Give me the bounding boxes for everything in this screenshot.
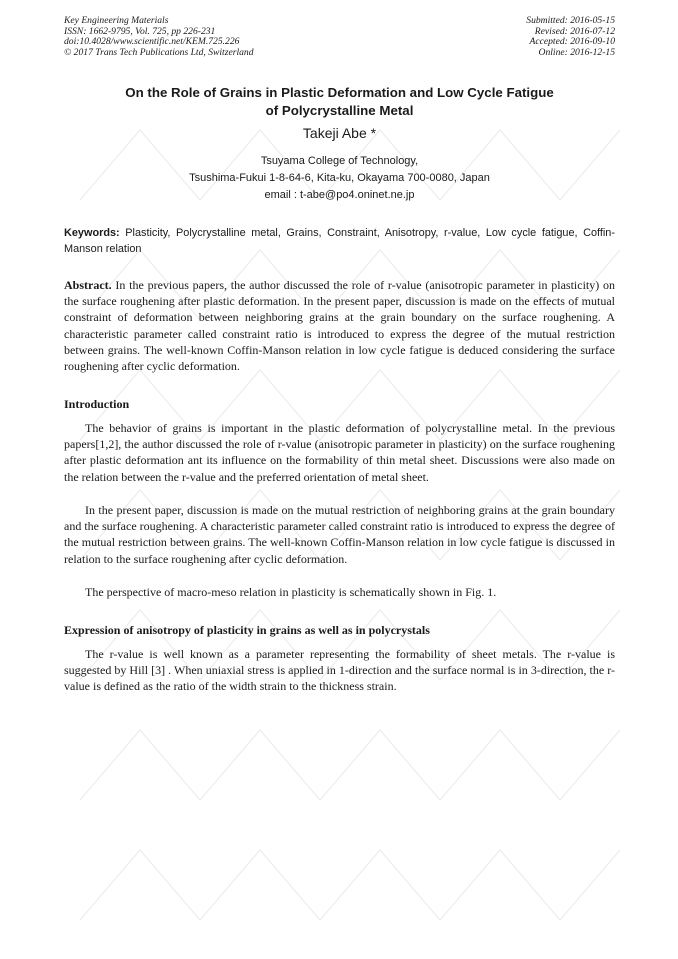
keywords-label: Keywords:: [64, 227, 120, 239]
header-left: [64, 16, 254, 58]
online-date: Online: 2016-12-15: [538, 46, 615, 58]
intro-paragraph-2: In the present paper, discussion is made on the mutual restriction of neighboring grains at the grain boundary and the surface roughening. A characteristic parameter called constraint ratio is introduced to express the degree of the mutual restriction between grains. The well-known Coffin-Manson relation in low cycle fatigue is discussed in relation to the surface roughening after cyclic deformation.: [64, 503, 615, 566]
title-line-2: of Polycrystalline Metal: [265, 102, 414, 118]
paper-title: [64, 84, 615, 119]
submitted-date: Submitted: 2016-05-15: [526, 15, 615, 26]
keywords: [64, 225, 615, 257]
keywords-text: Plasticity, Polycrystalline metal, Grains, Constraint, Anisotropy, r-value, Low cycle fatigue, Coffin-Manson relation: [64, 227, 615, 255]
issn: ISSN: 1662-9795, Vol. 725, pp 226-231: [64, 25, 216, 37]
affiliation-line-2: Tsushima-Fukui 1-8-64-6, Kita-ku, Okayama 700-0080, Japan: [189, 172, 490, 184]
header-right: [526, 16, 615, 58]
anisotropy-paragraph-1: The r-value is well known as a parameter representing the formability of sheet metals. The r-value is suggested by Hill [3] . When uniaxial stress is applied in 1-direction and the surface normal is in 3-direction, the r-value is defined as the ratio of the width strain to the thickness strain.: [64, 647, 615, 694]
author-email: email : t-abe@po4.oninet.ne.jp: [264, 189, 415, 201]
abstract-label: Abstract.: [64, 278, 112, 292]
affiliation: [64, 153, 615, 204]
copyright: © 2017 Trans Tech Publications Ltd, Switzerland: [64, 46, 254, 58]
doi: doi:10.4028/www.scientific.net/KEM.725.226: [64, 36, 240, 48]
author: Takeji Abe *: [302, 125, 377, 141]
affiliation-line-1: Tsuyama College of Technology,: [260, 155, 419, 167]
intro-paragraph-3: The perspective of macro-meso relation in plasticity is schematically shown in Fig. 1.: [85, 585, 497, 599]
revised-date: Revised: 2016-07-12: [534, 25, 615, 37]
abstract: [64, 277, 615, 374]
abstract-text: In the previous papers, the author discussed the role of r-value (anisotropic parameter in plasticity) on the surface roughening after plastic deformation. In the present paper, discussion is made on the effects of mutual constraint of deformation between neighboring grains at the grain boundary on the surface roughening. A characteristic parameter called constraint ratio is introduced to express the degree of the mutual restriction between grains. The well-known Coffin-Manson relation in low cycle fatigue is deduced considering the surface roughening after cyclic deformation.: [64, 278, 615, 374]
title-line-1: On the Role of Grains in Plastic Deformation and Low Cycle Fatigue: [125, 85, 554, 100]
section-heading-anisotropy: Expression of anisotropy of plasticity in grains as well as in polycrystals: [64, 623, 430, 637]
journal-name: Key Engineering Materials: [64, 15, 169, 26]
intro-paragraph-1: The behavior of grains is important in the plastic deformation of polycrystalline metal. In the previous papers[1,2], the author discussed the role of r-value (anisotropic parameter in plasticity) on the surface roughening after plastic deformation ant its influence on the formability of thin metal sheet. Discussions were also made on the relation between the r-value and the preferred orientation of metal sheet.: [64, 421, 615, 484]
accepted-date: Accepted: 2016-09-10: [529, 36, 615, 48]
section-heading-introduction: Introduction: [64, 397, 130, 411]
